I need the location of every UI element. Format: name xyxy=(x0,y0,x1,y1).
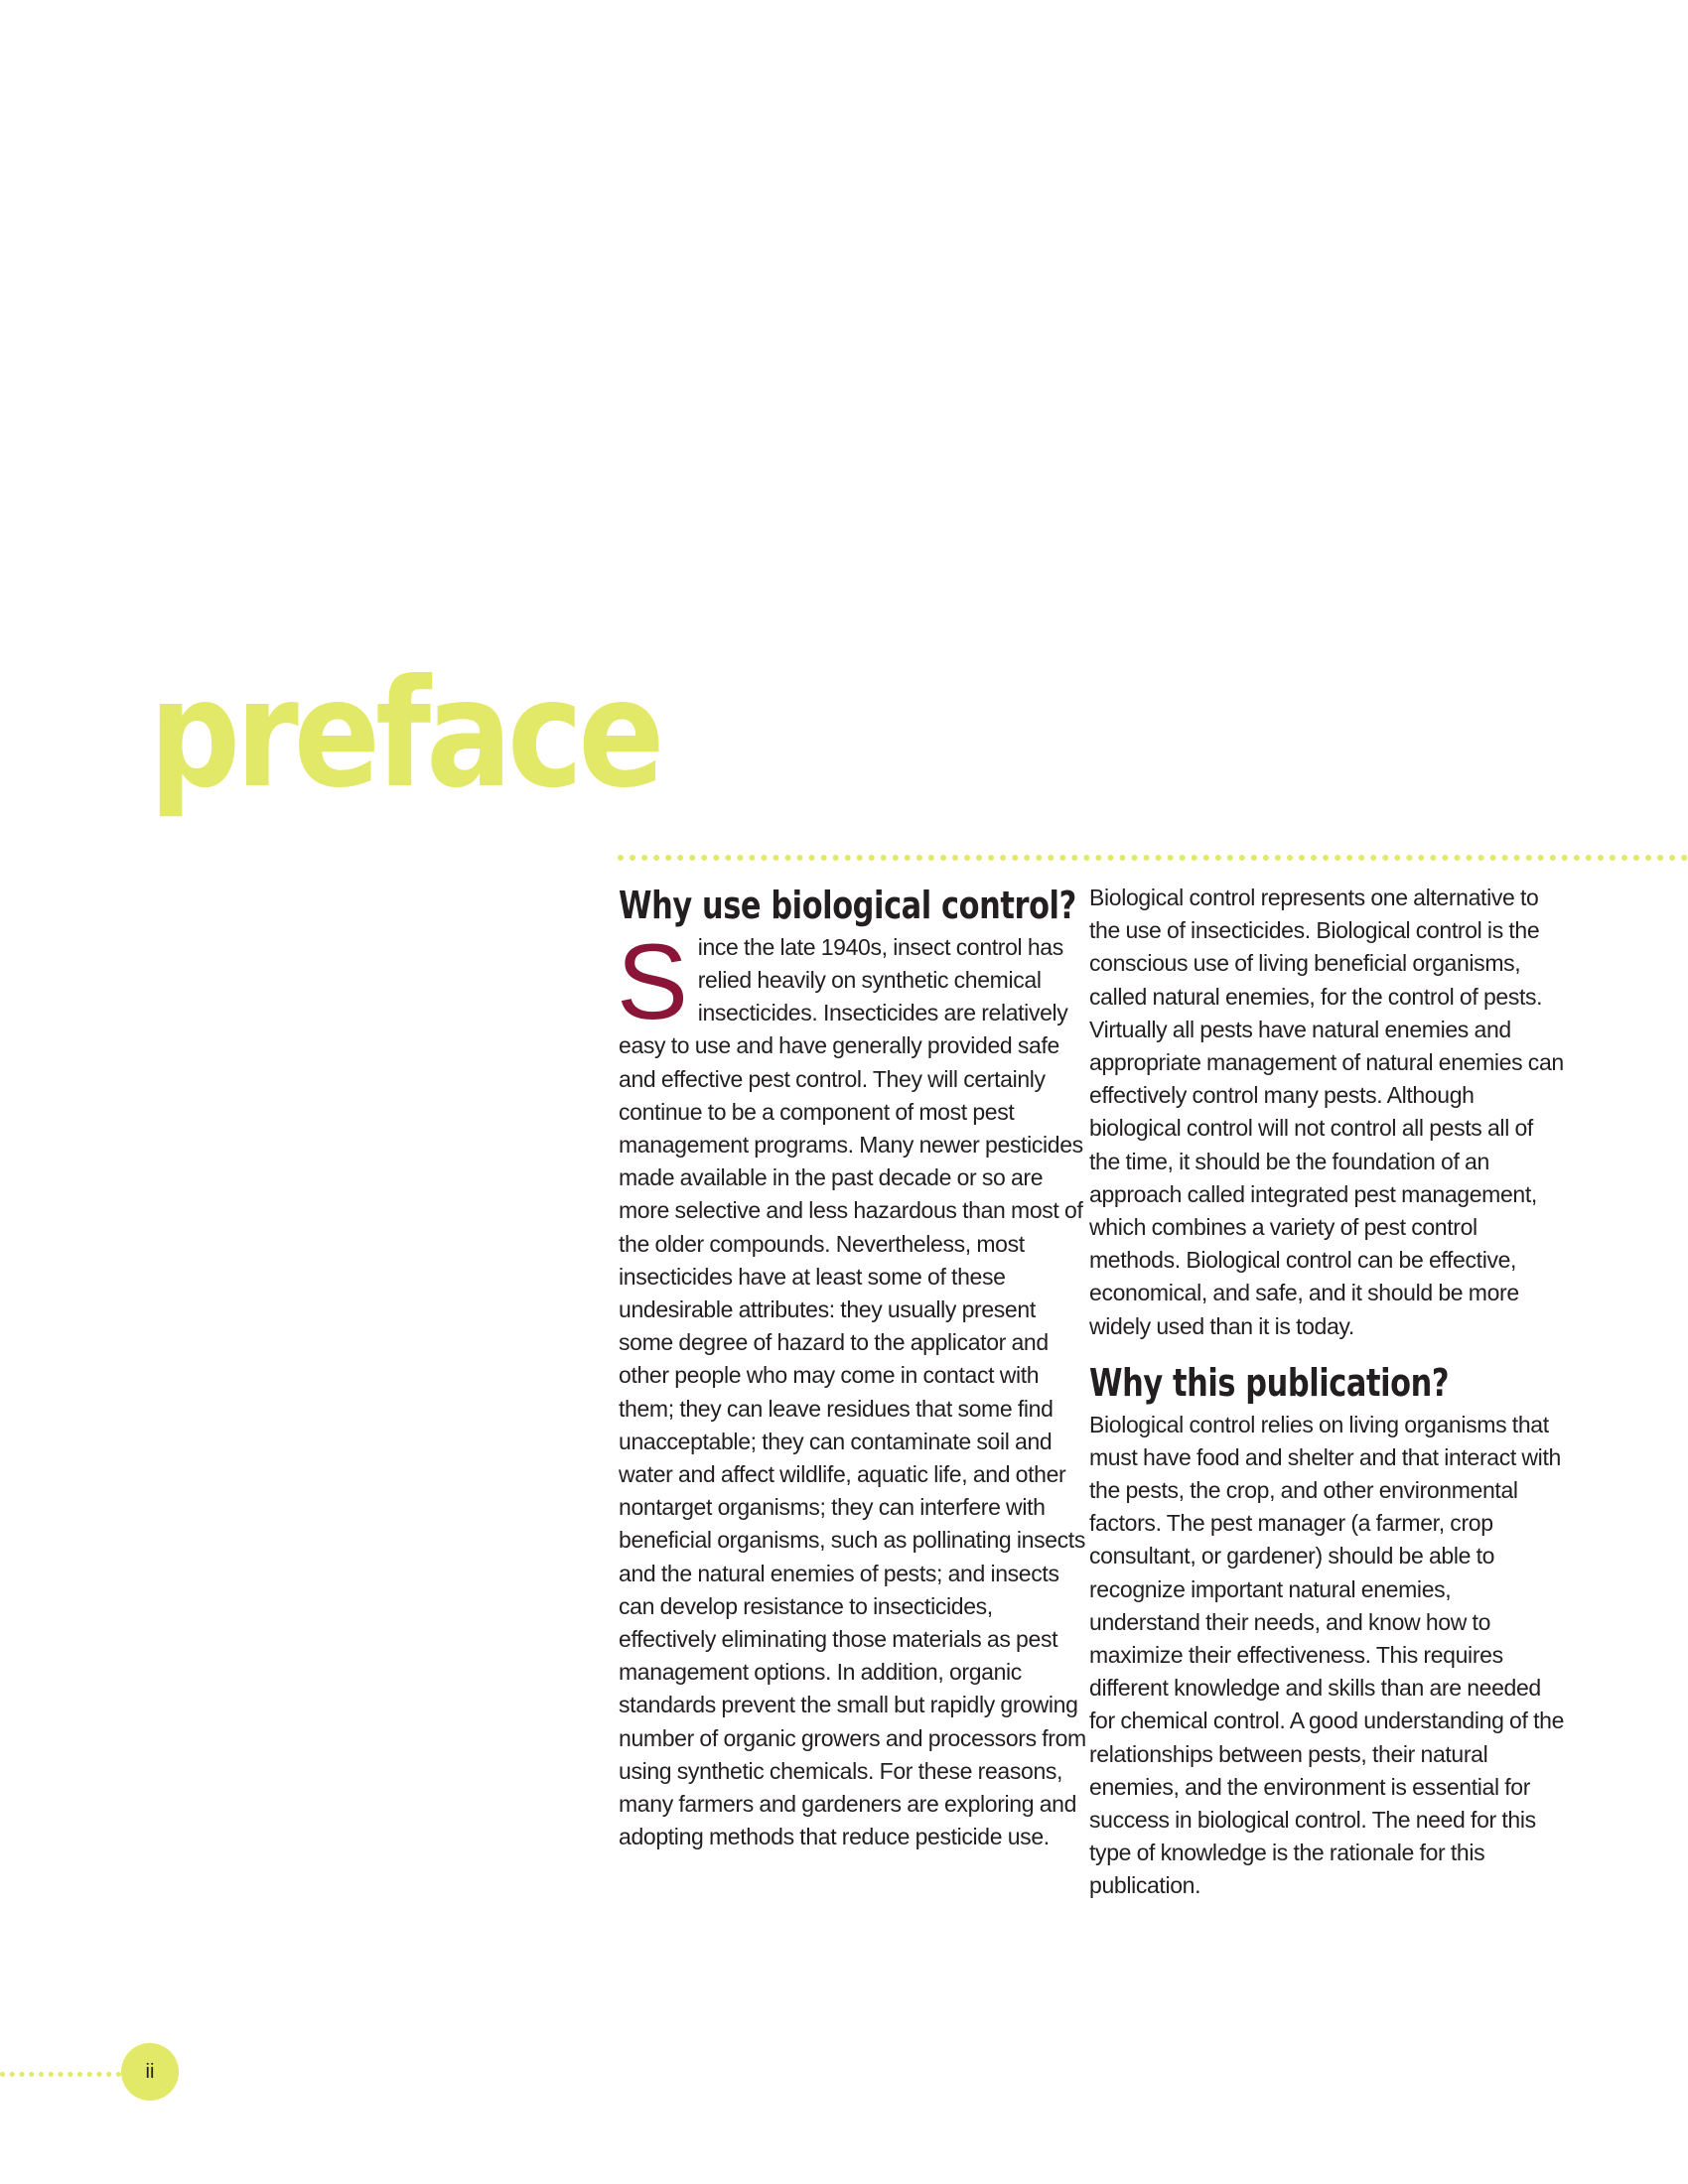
page-title: preface xyxy=(149,648,660,821)
left-column xyxy=(619,882,1095,1853)
publication-rationale-paragraph: Biological control relies on living organisms that must have food and shelter and that interact with the pests, the crop, and other environmental factors. The pest manager (a farmer, crop consultant, or gardener) should be able to recognize important natural enemies, understand their needs, and know how to maximize their effectiveness. This requires different knowledge and skills than are needed for chemical control. A good understanding of the relationships between pests, their natural enemies, and the environment is essential for success in biological control. The need for this type of knowledge is the rationale for this publication. xyxy=(1089,1411,1565,1899)
title-dotted-rule xyxy=(618,855,1688,861)
intro-paragraph-text: ince the late 1940s, insect control has relied heavily on synthetic chemical insecticides. Insecticides are relatively easy to use and have generally provided safe and effective pest control. They will certainly continue to be a component of most pest management programs. Many newer pesticides made available in the past decade or so are more selective and less hazardous than most of the older compounds. Nevertheless, most insecticides have at least some of these undesirable attributes: they usually present some degree of hazard to the applicator and other people who may come in contact with them; they can leave residues that some find unacceptable; they can contaminate soil and water and affect wildlife, aquatic life, and other nontarget organisms; they can interfere with beneficial organisms, such as pollinating insects and the natural enemies of pests; and insects can develop resistance to insecticides, effectively eliminating those materials as pest management options. In addition, organic standards prevent the small but rapidly growing number of organic growers and processors from using synthetic chemicals. For these reasons, many farmers and gardeners are exploring and adopting methods that reduce pesticide use. xyxy=(619,933,1086,1850)
intro-paragraph xyxy=(617,920,1095,1854)
section-heading-why-this-publication: Why this publication? xyxy=(1089,1360,1450,1405)
section-heading-why-biological-control: Why use biological control? xyxy=(619,884,1076,927)
right-column xyxy=(1089,882,1566,1903)
biocontrol-definition-paragraph: Biological control represents one alternative to the use of insecticides. Biological control is the conscious use of living beneficial organisms, called natural enemies, for the control of pests. Virtually all pests have natural enemies and appropriate management of natural enemies can effectively control many pests. Although biological control will not control all pests all of the time, it should be the foundation of an approach called integrated pest management, which combines a variety of pest control methods. Biological control can be effective, economical, and safe, and it should be more widely used than it is today. xyxy=(1089,885,1564,1339)
dropcap-letter: S xyxy=(617,920,688,1041)
footer-dotted-rule xyxy=(0,2072,121,2077)
page-number-badge: ii xyxy=(121,2043,179,2101)
